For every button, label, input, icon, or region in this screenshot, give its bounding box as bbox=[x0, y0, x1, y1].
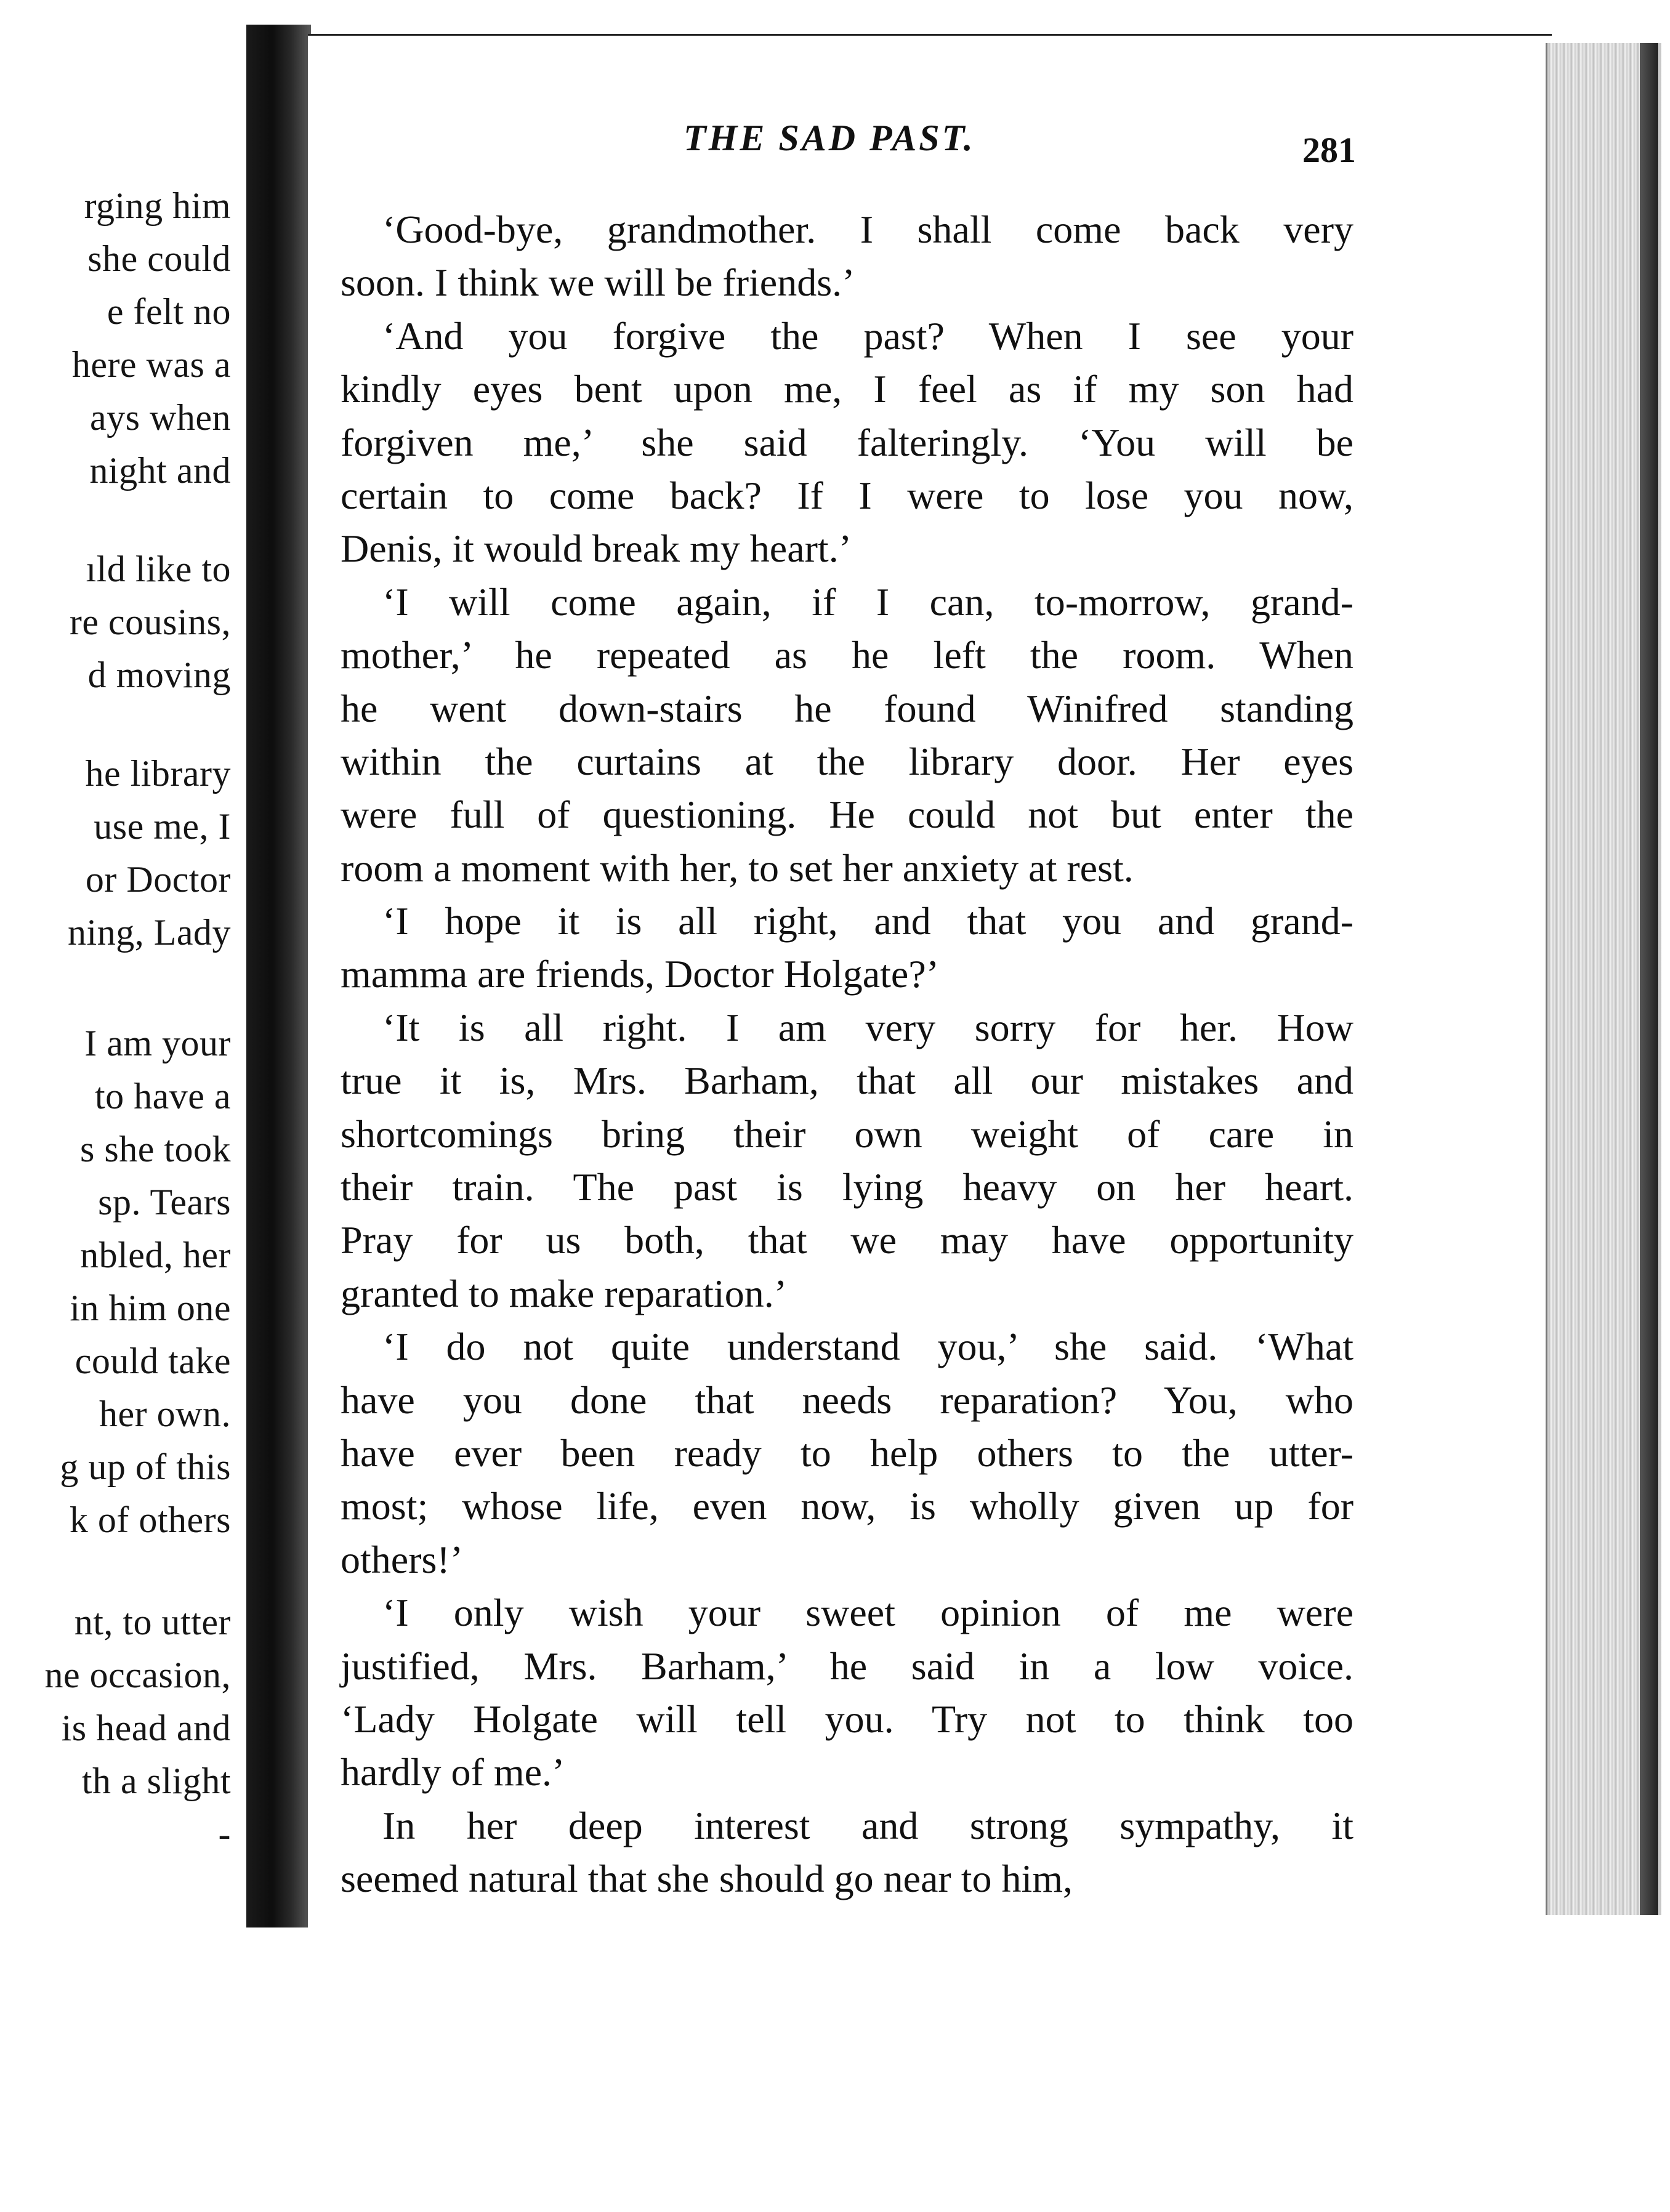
text-line: he went down-stairs he found Winifred standing bbox=[341, 686, 1353, 730]
text-line: others!’ bbox=[341, 1537, 464, 1581]
left-page-line: in him one bbox=[70, 1288, 231, 1328]
text-line: true it is, Mrs. Barham, that all our mistakes and bbox=[341, 1059, 1353, 1103]
left-page-line: I am your bbox=[84, 1023, 231, 1064]
paragraph bbox=[341, 895, 1353, 1001]
left-page-line: night and bbox=[89, 450, 231, 491]
text-line: have you done that needs reparation? You, who bbox=[341, 1378, 1353, 1422]
left-page-line: ne occasion, bbox=[44, 1655, 231, 1695]
left-page-line: e felt no bbox=[107, 291, 231, 332]
left-page-line: use me, I bbox=[94, 806, 231, 847]
left-page-line: ays when bbox=[90, 397, 231, 438]
text-line: kindly eyes bent upon me, I feel as if my son had bbox=[341, 367, 1353, 411]
left-page-line: or Doctor bbox=[85, 859, 231, 900]
running-head: THE SAD PAST. bbox=[684, 118, 975, 158]
text-line: In her deep interest and strong sympathy, it bbox=[382, 1803, 1353, 1847]
text-line: mother,’ he repeated as he left the room. When bbox=[341, 633, 1353, 677]
text-line: within the curtains at the library door. Her eyes bbox=[341, 739, 1353, 783]
text-line: ‘And you forgive the past? When I see your bbox=[382, 313, 1353, 358]
text-line: ‘I do not quite understand you,’ she said. ‘What bbox=[382, 1325, 1353, 1369]
paragraph bbox=[341, 310, 1353, 576]
text-line: hardly of me.’ bbox=[341, 1750, 565, 1794]
left-page-line: th a slight bbox=[81, 1761, 231, 1801]
text-line: ‘Good-bye, grandmother. I shall come back very bbox=[382, 208, 1353, 251]
left-page-line: she could bbox=[87, 238, 231, 279]
text-line: room a moment with her, to set her anxiety at rest. bbox=[341, 846, 1134, 890]
paragraph bbox=[341, 1001, 1353, 1320]
text-line: mamma are friends, Doctor Holgate?’ bbox=[341, 952, 940, 996]
text-line: most; whose life, even now, is wholly given up for bbox=[341, 1484, 1353, 1528]
text-line: their train. The past is lying heavy on her heart. bbox=[341, 1165, 1353, 1209]
text-line: Pray for us both, that we may have opportunity bbox=[341, 1218, 1353, 1262]
text-line: ‘I will come again, if I can, to-morrow, grand- bbox=[382, 579, 1353, 624]
left-page-line: sp. Tears bbox=[98, 1182, 231, 1222]
left-page-line: here was a bbox=[71, 344, 231, 385]
left-page-line: g up of this bbox=[60, 1447, 231, 1487]
left-page-line: nt, to utter bbox=[74, 1602, 231, 1642]
text-line: ‘It is all right. I am very sorry for her. How bbox=[382, 1005, 1353, 1049]
left-page-line: d moving bbox=[87, 655, 231, 695]
paragraph bbox=[341, 203, 1353, 310]
text-line: soon. I think we will be friends.’ bbox=[341, 260, 855, 305]
left-page-line: rging him bbox=[84, 185, 231, 226]
text-line: certain to come back? If I were to lose you now, bbox=[341, 473, 1353, 517]
previous-page bbox=[0, 25, 249, 1927]
left-page-line: s she took bbox=[80, 1129, 231, 1169]
text-line: granted to make reparation.’ bbox=[341, 1271, 787, 1315]
body-text bbox=[341, 203, 1353, 1906]
left-page-line: k of others bbox=[69, 1500, 231, 1540]
text-line: forgiven me,’ she said falteringly. ‘You will be bbox=[341, 420, 1353, 464]
left-page-line: could take bbox=[75, 1341, 231, 1381]
text-line: seemed natural that she should go near to him, bbox=[341, 1857, 1073, 1901]
text-line: Denis, it would break my heart.’ bbox=[341, 527, 852, 571]
paragraph bbox=[341, 1586, 1353, 1799]
text-line: justified, Mrs. Barham,’ he said in a low voice. bbox=[341, 1644, 1353, 1688]
book-gutter-shadow bbox=[246, 25, 311, 1927]
text-line: have ever been ready to help others to the utter- bbox=[341, 1431, 1353, 1475]
left-page-line: nbled, her bbox=[80, 1235, 231, 1275]
text-line: ‘I only wish your sweet opinion of me were bbox=[382, 1591, 1353, 1635]
left-page-line: he library bbox=[85, 753, 231, 794]
left-page-line: to have a bbox=[94, 1076, 231, 1116]
page-bottom-margin bbox=[0, 1927, 1670, 2212]
left-page-line: is head and bbox=[61, 1708, 231, 1748]
left-page-line: ıld like to bbox=[86, 549, 231, 589]
text-line: ‘I hope it is all right, and that you and grand- bbox=[382, 899, 1353, 943]
left-page-line: - bbox=[218, 1814, 231, 1854]
left-page-line: ning, Lady bbox=[68, 912, 231, 953]
text-line: ‘Lady Holgate will tell you. Try not to think too bbox=[341, 1697, 1353, 1741]
paragraph bbox=[341, 1799, 1353, 1906]
left-page-line: re cousins, bbox=[69, 602, 231, 642]
paragraph bbox=[341, 576, 1353, 895]
page-edges bbox=[1546, 43, 1661, 1915]
page-number: 281 bbox=[1302, 130, 1356, 170]
text-line: shortcomings bring their own weight of care in bbox=[341, 1112, 1353, 1156]
left-page-line: her own. bbox=[99, 1394, 231, 1434]
paragraph bbox=[341, 1320, 1353, 1586]
text-line: were full of questioning. He could not but enter the bbox=[341, 793, 1353, 837]
